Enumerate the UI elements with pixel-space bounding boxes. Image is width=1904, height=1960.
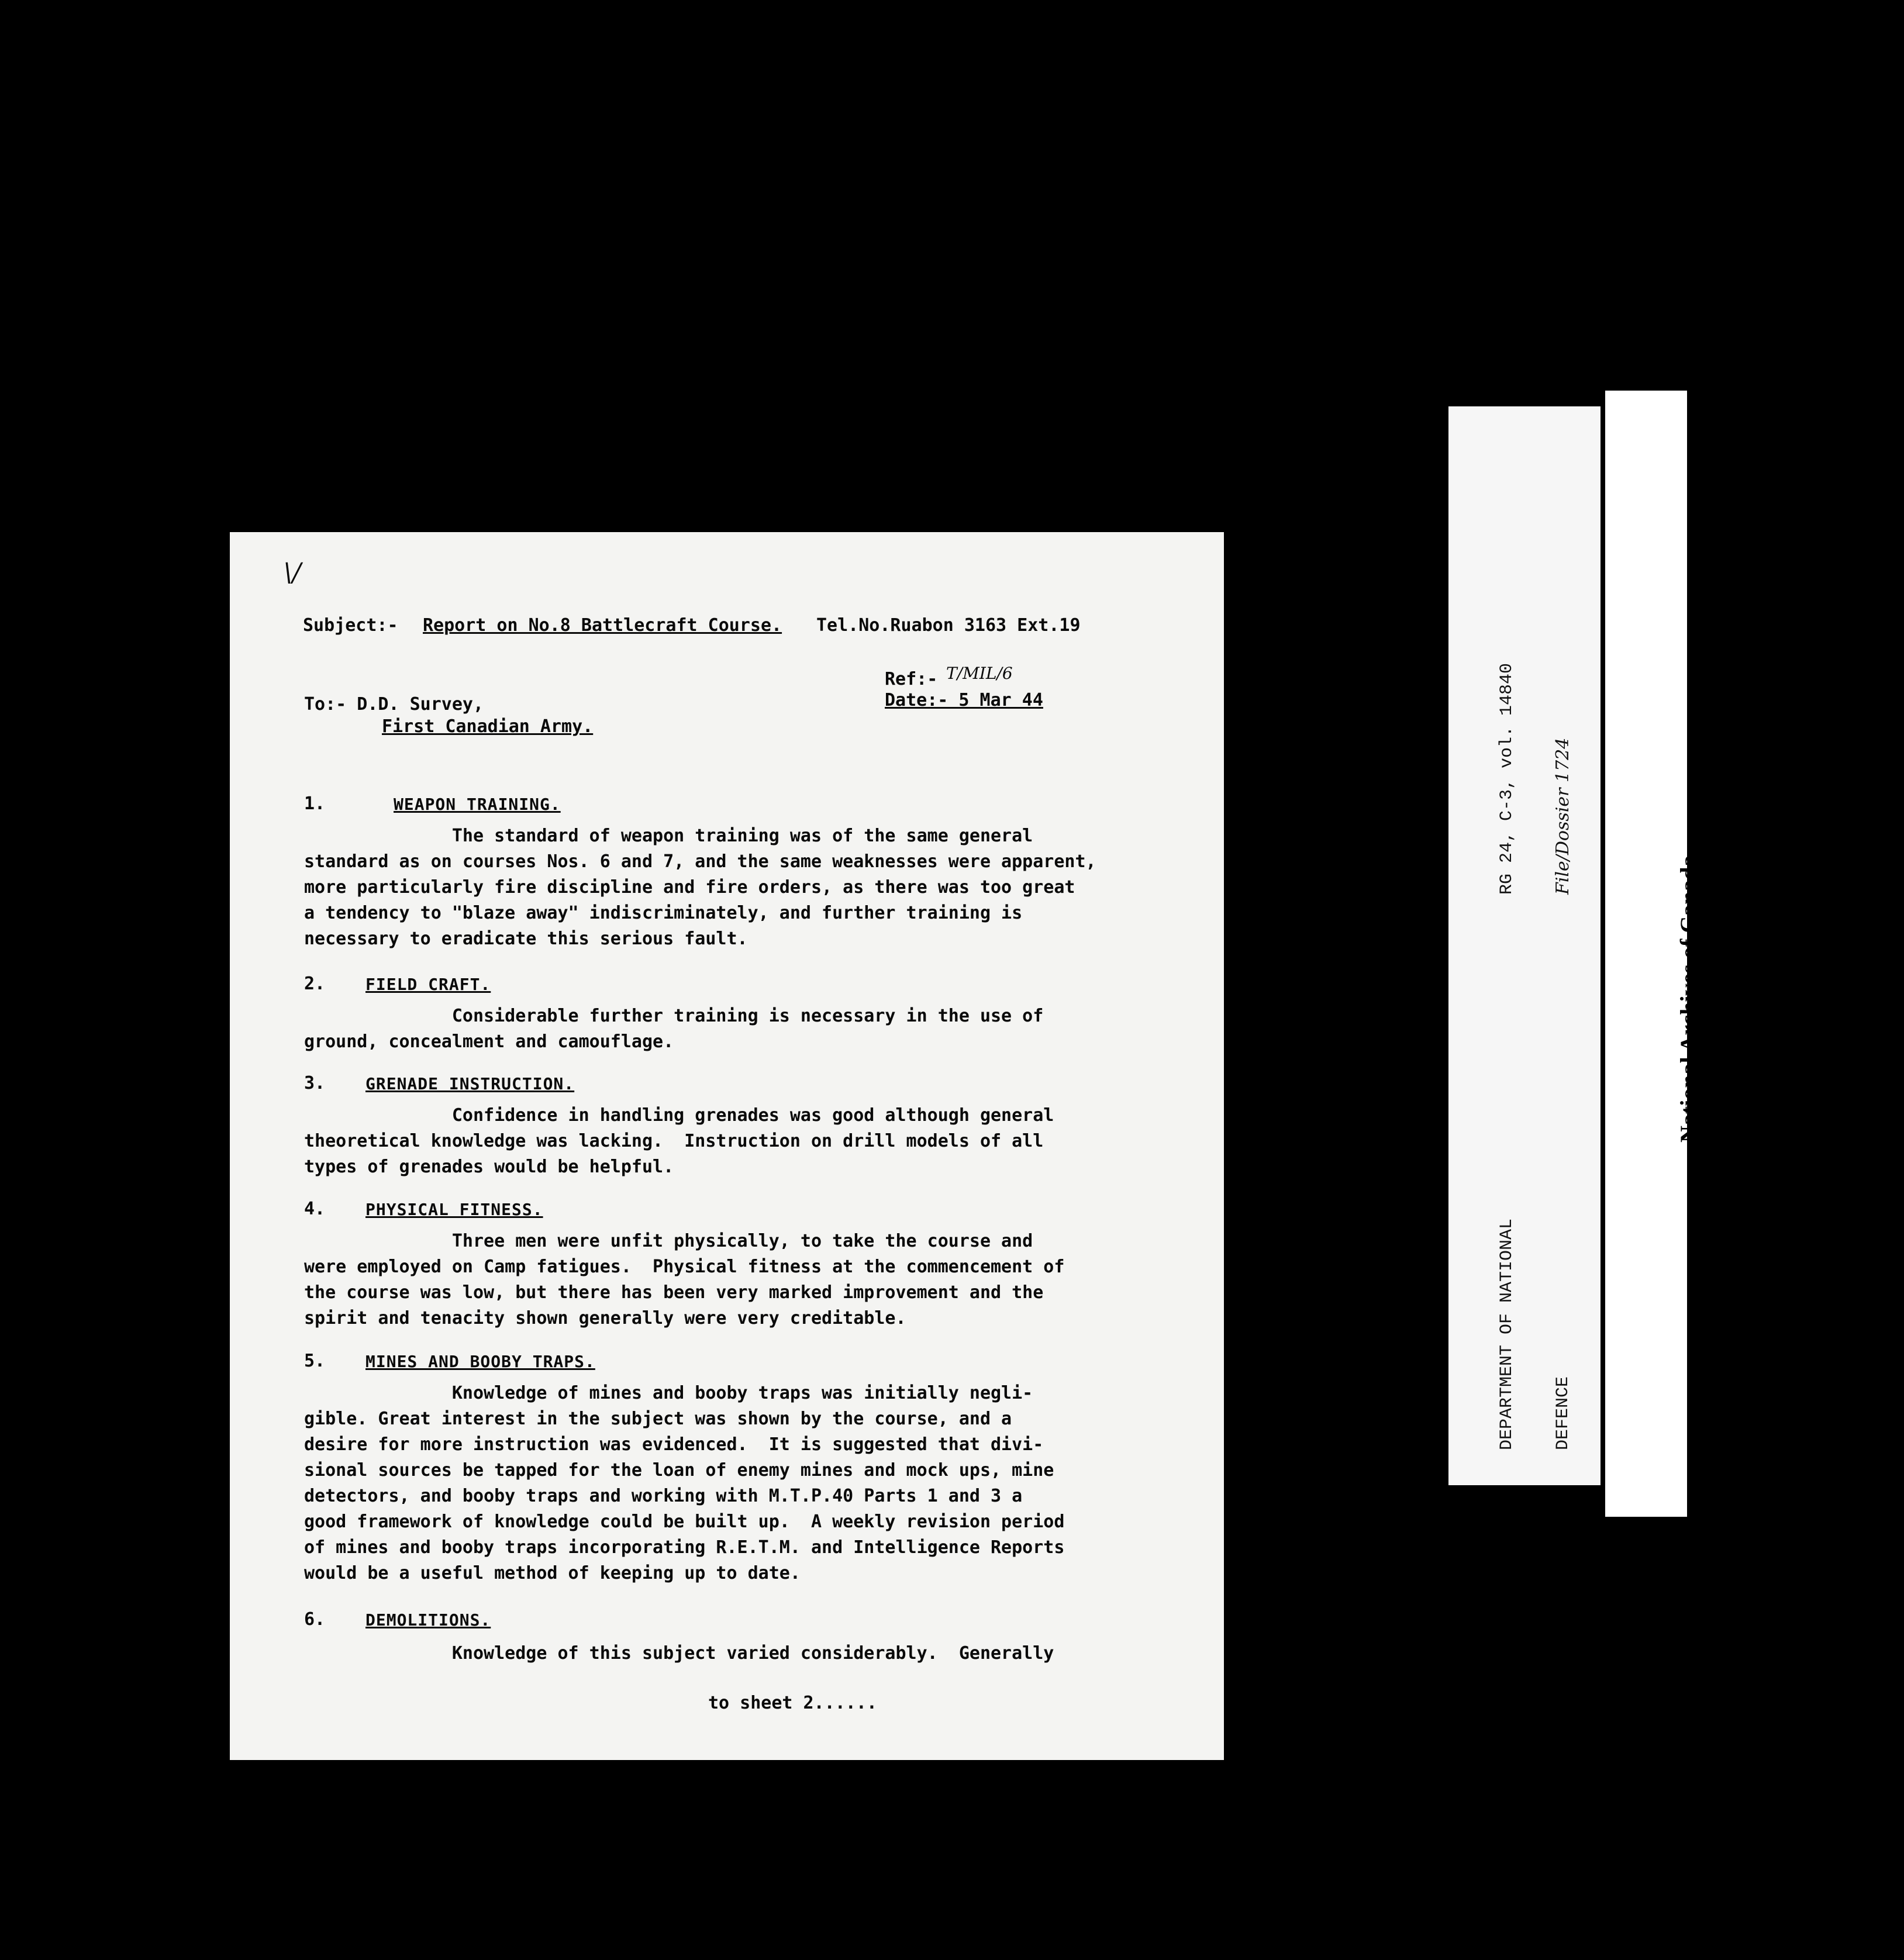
file-dossier-line: File/Dossier 1724 xyxy=(1553,737,1573,895)
section-2-number: 2. xyxy=(304,974,326,994)
record-group-line: RG 24, C-3, vol. 14840 xyxy=(1497,662,1517,895)
telephone-number: Tel.No.Ruabon 3163 Ext.19 xyxy=(816,615,1081,636)
section-3-body: Confidence in handling grenades was good although general theoretical knowledge was lacking. Instruction on drill models of all types of grenades would be helpful. xyxy=(304,1105,1054,1177)
archive-reference-label xyxy=(1448,406,1601,1485)
section-2-body: Considerable further training is necessary in the use of ground, concealment and camouflage. xyxy=(304,1006,1044,1052)
document-date: Date:- 5 Mar 44 xyxy=(885,690,1043,710)
document-page xyxy=(230,532,1224,1760)
subject-prefix: Subject:- xyxy=(303,615,398,636)
department-line: DEPARTMENT OF NATIONAL xyxy=(1497,1218,1517,1450)
section-1-body: The standard of weapon training was of the same general standard as on courses Nos. 6 and 7, and the same weaknesses were apparent, more particularly fire discipline and fire orders, as there was too great a tendency to "blaze away" indiscriminately, and further training is necessary to eradicate this serious fault. xyxy=(304,826,1096,949)
section-3-heading: GRENADE INSTRUCTION. xyxy=(365,1074,575,1093)
section-5-number: 5. xyxy=(304,1351,326,1371)
national-archives-label xyxy=(1605,391,1789,1517)
archives-french-name: Archives nationales du Canada xyxy=(1763,831,1789,1143)
ref-label: Ref:- xyxy=(885,669,938,689)
section-4-heading: PHYSICAL FITNESS. xyxy=(365,1200,543,1219)
ref-value: T/MIL/6 xyxy=(946,664,1013,683)
handwritten-check-mark: \/ xyxy=(284,558,301,588)
recipient-line-2: First Canadian Army. xyxy=(382,716,594,737)
section-6-heading: DEMOLITIONS. xyxy=(365,1610,491,1630)
section-5-heading: MINES AND BOOBY TRAPS. xyxy=(365,1352,595,1371)
subject-title: Report on No.8 Battlecraft Course. xyxy=(423,615,782,636)
section-4-number: 4. xyxy=(304,1199,326,1219)
section-1-number: 1. xyxy=(304,793,326,814)
section-6-body: Knowledge of this subject varied considerably. Generally xyxy=(304,1643,1054,1664)
department-line: DEFENCE xyxy=(1553,1376,1573,1450)
continuation-note: to sheet 2...... xyxy=(708,1693,877,1713)
section-4-body: Three men were unfit physically, to take the course and were employed on Camp fatigues. Physical fitness at the commencement of the course was low, but there has been very marked improvement and the spirit and tenacity shown generally were very creditable. xyxy=(304,1231,1065,1328)
section-6-number: 6. xyxy=(304,1609,326,1630)
section-3-number: 3. xyxy=(304,1073,326,1093)
recipient-line-1: To:- D.D. Survey, xyxy=(304,694,484,715)
archives-english-name: National Archives of Canada xyxy=(1675,855,1702,1143)
section-5-body: Knowledge of mines and booby traps was initially negli- gible. Great interest in the subject was shown by the course, and a desire for more instruction was evidenced. It is suggested that divi- sional sources be tapped for the loan of enemy mines and mock ups, mine detectors, and booby traps and working with M.T.P.40 Parts 1 and 3 a good framework of knowledge could be built up. A weekly revision period of mines and booby traps incorporating R.E.T.M. and Intelligence Reports would be a useful method of keeping up to date. xyxy=(304,1383,1065,1583)
section-1-heading: WEAPON TRAINING. xyxy=(394,795,561,814)
section-2-heading: FIELD CRAFT. xyxy=(365,975,491,994)
